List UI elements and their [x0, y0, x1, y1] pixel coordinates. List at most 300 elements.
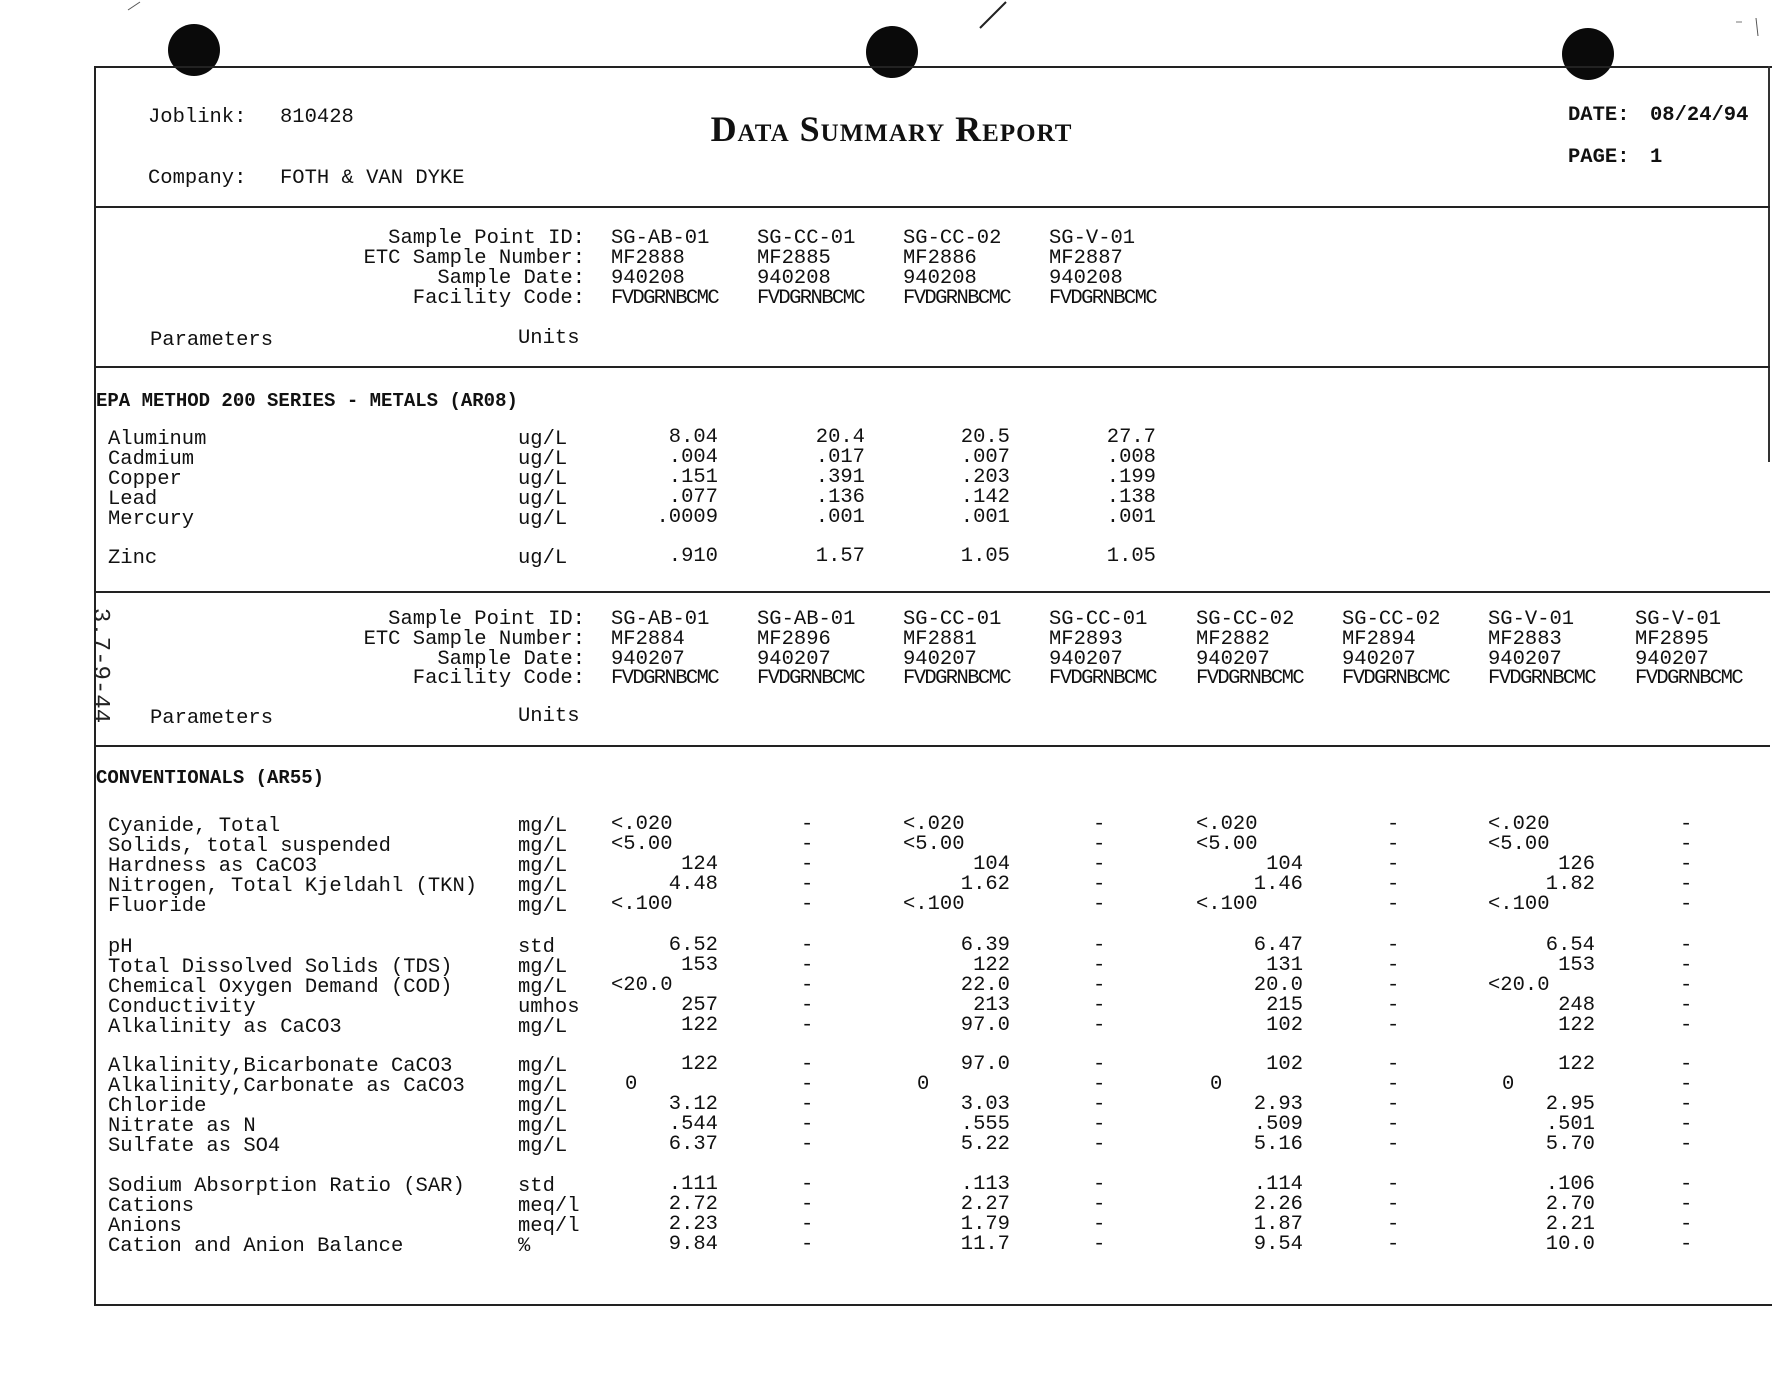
label-parameters-2: Parameters	[150, 707, 274, 730]
result-value: 104	[973, 853, 1010, 876]
result-dash: -	[801, 853, 814, 876]
column2-id-6: SG-CC-02	[1342, 608, 1441, 631]
result-dash: -	[1680, 833, 1693, 856]
result-dash: -	[1680, 1093, 1693, 1116]
page-label: PAGE:	[1568, 146, 1630, 169]
column-number-3: MF2886	[903, 247, 977, 270]
result-value: <5.00	[1488, 833, 1550, 856]
column-facility-4: FVDGRNBCMC	[1049, 287, 1157, 310]
column2-number-3: MF2881	[903, 628, 977, 651]
label-etc-sample-number: ETC Sample Number:	[363, 247, 585, 270]
result-value: <.020	[903, 813, 965, 836]
result-value: 2.70	[1545, 1193, 1595, 1216]
param-name: Nitrogen, Total Kjeldahl (TKN)	[108, 875, 478, 898]
result-dash: -	[1387, 853, 1400, 876]
result-dash: -	[1387, 1053, 1400, 1076]
column2-number-4: MF2893	[1049, 628, 1123, 651]
result-dash: -	[801, 1133, 814, 1156]
result-dash: -	[1387, 994, 1400, 1017]
result-value: 6.52	[668, 934, 718, 957]
divider-section2-head	[96, 745, 1770, 747]
divider-header	[96, 206, 1770, 208]
result-dash: -	[801, 994, 814, 1017]
result-value: 1.87	[1253, 1213, 1303, 1236]
result-value: 2.21	[1545, 1213, 1595, 1236]
column2-id-2: SG-AB-01	[757, 608, 856, 631]
param-unit: mg/L	[518, 835, 568, 858]
param-name: Conductivity	[108, 996, 256, 1019]
param-unit: mg/L	[518, 1135, 568, 1158]
result-dash: -	[1680, 1113, 1693, 1136]
result-dash: -	[1680, 1133, 1693, 1156]
result-value: .203	[960, 466, 1010, 489]
label-parameters: Parameters	[150, 329, 274, 352]
result-value: <5.00	[1196, 833, 1258, 856]
result-dash: -	[801, 1014, 814, 1037]
column2-id-1: SG-AB-01	[611, 608, 710, 631]
column2-number-2: MF2896	[757, 628, 831, 651]
label-sample-point-id: Sample Point ID:	[388, 227, 585, 250]
result-value: .509	[1253, 1113, 1303, 1136]
result-dash: -	[1093, 1213, 1106, 1236]
result-value: .001	[960, 506, 1010, 529]
result-value: 0	[1502, 1073, 1515, 1096]
result-dash: -	[1680, 853, 1693, 876]
param-unit: std	[518, 1175, 555, 1198]
divider-section2-top	[96, 591, 1770, 593]
param-unit: mg/L	[518, 855, 568, 878]
result-dash: -	[1387, 813, 1400, 836]
param-unit: mg/L	[518, 1016, 568, 1039]
result-value: 5.70	[1545, 1133, 1595, 1156]
result-dash: -	[1093, 833, 1106, 856]
param-name: Cyanide, Total	[108, 815, 281, 838]
result-dash: -	[1093, 873, 1106, 896]
param-name: pH	[108, 936, 133, 959]
result-value: 0	[625, 1073, 638, 1096]
column2-facility-1: FVDGRNBCMC	[611, 667, 719, 690]
result-value: 122	[973, 954, 1010, 977]
column2-id-8: SG-V-01	[1635, 608, 1722, 631]
result-dash: -	[801, 873, 814, 896]
column2-id-4: SG-CC-01	[1049, 608, 1148, 631]
section1-title: EPA METHOD 200 SERIES - METALS (AR08)	[96, 390, 518, 412]
result-dash: -	[1387, 873, 1400, 896]
result-dash: -	[1387, 1093, 1400, 1116]
param-name: Cations	[108, 1195, 195, 1218]
param-name: Anions	[108, 1215, 182, 1238]
result-dash: -	[1387, 1073, 1400, 1096]
result-value: 3.12	[668, 1093, 718, 1116]
result-dash: -	[1387, 1233, 1400, 1256]
param-unit: mg/L	[518, 1055, 568, 1078]
result-value: .555	[960, 1113, 1010, 1136]
result-dash: -	[1093, 1173, 1106, 1196]
result-value: 4.48	[668, 873, 718, 896]
result-value: .004	[668, 446, 718, 469]
result-value: <.100	[1488, 893, 1550, 916]
param-name: Mercury	[108, 508, 195, 531]
result-dash: -	[1387, 833, 1400, 856]
result-value: .114	[1253, 1173, 1303, 1196]
result-value: .113	[960, 1173, 1010, 1196]
result-value: 1.79	[960, 1213, 1010, 1236]
column2-facility-5: FVDGRNBCMC	[1196, 667, 1304, 690]
param-unit: mg/L	[518, 1115, 568, 1138]
result-value: .142	[960, 486, 1010, 509]
result-value: 2.26	[1253, 1193, 1303, 1216]
result-value: 22.0	[960, 974, 1010, 997]
param-unit: ug/L	[518, 488, 568, 511]
result-value: 122	[681, 1053, 718, 1076]
label-sample-date-2: Sample Date:	[437, 648, 585, 671]
label-facility-code: Facility Code:	[412, 287, 585, 310]
result-dash: -	[1387, 934, 1400, 957]
param-unit: mg/L	[518, 875, 568, 898]
result-dash: -	[1093, 1093, 1106, 1116]
result-value: 215	[1266, 994, 1303, 1017]
column2-date-6: 940207	[1342, 648, 1416, 671]
result-value: .008	[1106, 446, 1156, 469]
column2-date-4: 940207	[1049, 648, 1123, 671]
result-value: 10.0	[1545, 1233, 1595, 1256]
result-dash: -	[1093, 954, 1106, 977]
result-value: 122	[1558, 1014, 1595, 1037]
result-dash: -	[801, 813, 814, 836]
param-unit: ug/L	[518, 428, 568, 451]
param-unit: mg/L	[518, 1075, 568, 1098]
result-value: 0	[1210, 1073, 1223, 1096]
result-value: <.100	[1196, 893, 1258, 916]
param-unit: ug/L	[518, 508, 568, 531]
column2-date-3: 940207	[903, 648, 977, 671]
result-value: 104	[1266, 853, 1303, 876]
param-name: Chloride	[108, 1095, 207, 1118]
result-value: 6.54	[1545, 934, 1595, 957]
label-facility-code-2: Facility Code:	[412, 667, 585, 690]
result-dash: -	[1680, 934, 1693, 957]
result-value: 20.0	[1253, 974, 1303, 997]
result-value: 20.5	[960, 426, 1010, 449]
param-name: Chemical Oxygen Demand (COD)	[108, 976, 453, 999]
result-value: .077	[668, 486, 718, 509]
result-value: .544	[668, 1113, 718, 1136]
result-dash: -	[1093, 1193, 1106, 1216]
column2-number-5: MF2882	[1196, 628, 1270, 651]
result-dash: -	[1680, 1173, 1693, 1196]
result-dash: -	[801, 1093, 814, 1116]
result-dash: -	[1680, 994, 1693, 1017]
result-value: 97.0	[960, 1014, 1010, 1037]
param-unit: mg/L	[518, 976, 568, 999]
result-value: 153	[1558, 954, 1595, 977]
company-value: FOTH & VAN DYKE	[280, 167, 465, 190]
column2-number-1: MF2884	[611, 628, 685, 651]
result-value: <.100	[903, 893, 965, 916]
column2-facility-7: FVDGRNBCMC	[1488, 667, 1596, 690]
result-dash: -	[1680, 1014, 1693, 1037]
param-unit: meq/l	[518, 1215, 580, 1238]
result-dash: -	[1093, 1113, 1106, 1136]
result-value: .501	[1545, 1113, 1595, 1136]
result-value: 102	[1266, 1014, 1303, 1037]
result-value: .138	[1106, 486, 1156, 509]
column-number-2: MF2885	[757, 247, 831, 270]
result-dash: -	[1093, 1133, 1106, 1156]
result-dash: -	[1093, 1014, 1106, 1037]
result-dash: -	[801, 1053, 814, 1076]
result-dash: -	[1093, 893, 1106, 916]
param-unit: meq/l	[518, 1195, 580, 1218]
result-value: .001	[815, 506, 865, 529]
result-value: <.100	[611, 893, 673, 916]
result-dash: -	[801, 833, 814, 856]
result-value: <5.00	[903, 833, 965, 856]
label-units: Units	[518, 327, 580, 350]
page-value: 1	[1650, 146, 1663, 169]
column2-date-1: 940207	[611, 648, 685, 671]
result-dash: -	[1387, 1173, 1400, 1196]
result-dash: -	[1387, 1133, 1400, 1156]
result-dash: -	[1093, 934, 1106, 957]
result-value: .0009	[656, 506, 718, 529]
section2-title: CONVENTIONALS (AR55)	[96, 767, 325, 789]
column2-facility-2: FVDGRNBCMC	[757, 667, 865, 690]
param-unit: mg/L	[518, 815, 568, 838]
result-value: 124	[681, 853, 718, 876]
column2-facility-8: FVDGRNBCMC	[1635, 667, 1743, 690]
result-value: 1.46	[1253, 873, 1303, 896]
column2-facility-4: FVDGRNBCMC	[1049, 667, 1157, 690]
side-page-label: 3.7-9-44	[86, 607, 114, 724]
result-value: .111	[668, 1173, 718, 1196]
param-unit: mg/L	[518, 895, 568, 918]
param-name: Zinc	[108, 547, 158, 570]
report-title: Data Summary Report	[710, 109, 1073, 149]
param-name: Alkalinity as CaCO3	[108, 1016, 342, 1039]
result-value: .136	[815, 486, 865, 509]
param-name: Lead	[108, 488, 158, 511]
param-name: Nitrate as N	[108, 1115, 256, 1138]
result-value: .910	[668, 545, 718, 568]
result-dash: -	[801, 893, 814, 916]
column2-number-7: MF2883	[1488, 628, 1562, 651]
result-dash: -	[801, 1173, 814, 1196]
result-value: 122	[681, 1014, 718, 1037]
result-value: .017	[815, 446, 865, 469]
result-dash: -	[1093, 853, 1106, 876]
label-units-2: Units	[518, 705, 580, 728]
result-dash: -	[1387, 1014, 1400, 1037]
column-id-1: SG-AB-01	[611, 227, 710, 250]
result-value: 9.84	[668, 1233, 718, 1256]
result-dash: -	[1680, 1053, 1693, 1076]
column-id-2: SG-CC-01	[757, 227, 856, 250]
result-dash: -	[1387, 893, 1400, 916]
result-dash: -	[1387, 1113, 1400, 1136]
result-value: <20.0	[1488, 974, 1550, 997]
result-dash: -	[1387, 974, 1400, 997]
result-value: .007	[960, 446, 1010, 469]
result-value: 2.95	[1545, 1093, 1595, 1116]
result-value: 102	[1266, 1053, 1303, 1076]
result-dash: -	[1387, 1213, 1400, 1236]
result-dash: -	[801, 1213, 814, 1236]
column-facility-1: FVDGRNBCMC	[611, 287, 719, 310]
divider-section1-head	[96, 366, 1770, 368]
result-value: <5.00	[611, 833, 673, 856]
param-unit: ug/L	[518, 468, 568, 491]
column-facility-3: FVDGRNBCMC	[903, 287, 1011, 310]
result-dash: -	[801, 934, 814, 957]
result-dash: -	[801, 974, 814, 997]
result-value: 248	[1558, 994, 1595, 1017]
result-dash: -	[801, 1073, 814, 1096]
result-value: 1.62	[960, 873, 1010, 896]
column-facility-2: FVDGRNBCMC	[757, 287, 865, 310]
result-value: 1.82	[1545, 873, 1595, 896]
result-value: 6.47	[1253, 934, 1303, 957]
param-name: Alkalinity,Bicarbonate CaCO3	[108, 1055, 453, 1078]
result-value: 257	[681, 994, 718, 1017]
param-name: Alkalinity,Carbonate as CaCO3	[108, 1075, 465, 1098]
result-dash: -	[1093, 1053, 1106, 1076]
param-name: Hardness as CaCO3	[108, 855, 318, 878]
result-dash: -	[801, 954, 814, 977]
param-unit: %	[518, 1235, 531, 1258]
result-dash: -	[1680, 974, 1693, 997]
param-name: Sodium Absorption Ratio (SAR)	[108, 1175, 465, 1198]
result-value: 6.37	[668, 1133, 718, 1156]
result-value: 126	[1558, 853, 1595, 876]
result-value: .106	[1545, 1173, 1595, 1196]
result-dash: -	[1093, 1073, 1106, 1096]
result-value: .391	[815, 466, 865, 489]
result-dash: -	[801, 1193, 814, 1216]
result-value: <.020	[1196, 813, 1258, 836]
result-dash: -	[1680, 1073, 1693, 1096]
label-sample-date: Sample Date:	[437, 267, 585, 290]
param-unit: std	[518, 936, 555, 959]
column-id-4: SG-V-01	[1049, 227, 1136, 250]
result-value: 3.03	[960, 1093, 1010, 1116]
result-value: 5.22	[960, 1133, 1010, 1156]
result-dash: -	[1680, 1193, 1693, 1216]
param-unit: umhos	[518, 996, 580, 1019]
result-dash: -	[1680, 813, 1693, 836]
label-sample-point-id-2: Sample Point ID:	[388, 608, 585, 631]
result-dash: -	[1680, 954, 1693, 977]
result-dash: -	[801, 1233, 814, 1256]
column-date-4: 940208	[1049, 267, 1123, 290]
result-value: .001	[1106, 506, 1156, 529]
result-value: 6.39	[960, 934, 1010, 957]
column2-date-5: 940207	[1196, 648, 1270, 671]
date-label: DATE:	[1568, 104, 1630, 127]
result-value: 1.57	[815, 545, 865, 568]
param-name: Sulfate as SO4	[108, 1135, 281, 1158]
column2-number-6: MF2894	[1342, 628, 1416, 651]
result-dash: -	[801, 1113, 814, 1136]
result-value: .199	[1106, 466, 1156, 489]
result-value: 2.27	[960, 1193, 1010, 1216]
column-number-4: MF2887	[1049, 247, 1123, 270]
param-name: Solids, total suspended	[108, 835, 391, 858]
column-id-3: SG-CC-02	[903, 227, 1002, 250]
result-value: 20.4	[815, 426, 865, 449]
param-unit: mg/L	[518, 956, 568, 979]
result-value: 213	[973, 994, 1010, 1017]
result-value: <20.0	[611, 974, 673, 997]
result-value: 11.7	[960, 1233, 1010, 1256]
result-value: 9.54	[1253, 1233, 1303, 1256]
joblink-label: Joblink:	[148, 106, 247, 129]
column-number-1: MF2888	[611, 247, 685, 270]
column2-id-5: SG-CC-02	[1196, 608, 1295, 631]
column2-id-3: SG-CC-01	[903, 608, 1002, 631]
result-value: 131	[1266, 954, 1303, 977]
param-name: Aluminum	[108, 428, 207, 451]
result-dash: -	[1387, 1193, 1400, 1216]
param-name: Fluoride	[108, 895, 207, 918]
result-value: 1.05	[1106, 545, 1156, 568]
joblink-value: 810428	[280, 106, 354, 129]
result-dash: -	[1680, 873, 1693, 896]
result-dash: -	[1680, 1213, 1693, 1236]
result-value: 2.72	[668, 1193, 718, 1216]
param-unit: ug/L	[518, 547, 568, 570]
result-value: 1.05	[960, 545, 1010, 568]
column2-date-8: 940207	[1635, 648, 1709, 671]
result-value: 122	[1558, 1053, 1595, 1076]
column2-facility-6: FVDGRNBCMC	[1342, 667, 1450, 690]
result-value: 2.23	[668, 1213, 718, 1236]
result-value: <.020	[1488, 813, 1550, 836]
param-name: Cation and Anion Balance	[108, 1235, 404, 1258]
column2-date-7: 940207	[1488, 648, 1562, 671]
column-date-3: 940208	[903, 267, 977, 290]
company-label: Company:	[148, 167, 247, 190]
result-value: 8.04	[668, 426, 718, 449]
date-value: 08/24/94	[1650, 104, 1749, 127]
column-date-2: 940208	[757, 267, 831, 290]
result-dash: -	[1093, 813, 1106, 836]
result-dash: -	[1093, 1233, 1106, 1256]
param-name: Copper	[108, 468, 182, 491]
result-value: 0	[917, 1073, 930, 1096]
column2-number-8: MF2895	[1635, 628, 1709, 651]
result-dash: -	[1093, 974, 1106, 997]
result-value: 97.0	[960, 1053, 1010, 1076]
column-date-1: 940208	[611, 267, 685, 290]
param-unit: ug/L	[518, 448, 568, 471]
column2-facility-3: FVDGRNBCMC	[903, 667, 1011, 690]
result-value: 2.93	[1253, 1093, 1303, 1116]
result-dash: -	[1680, 893, 1693, 916]
column2-id-7: SG-V-01	[1488, 608, 1575, 631]
result-dash: -	[1680, 1233, 1693, 1256]
label-etc-sample-number-2: ETC Sample Number:	[363, 628, 585, 651]
result-value: <.020	[611, 813, 673, 836]
result-value: 5.16	[1253, 1133, 1303, 1156]
result-dash: -	[1093, 994, 1106, 1017]
result-value: 27.7	[1106, 426, 1156, 449]
param-name: Total Dissolved Solids (TDS)	[108, 956, 453, 979]
param-unit: mg/L	[518, 1095, 568, 1118]
result-value: 153	[681, 954, 718, 977]
result-value: .151	[668, 466, 718, 489]
param-name: Cadmium	[108, 448, 195, 471]
